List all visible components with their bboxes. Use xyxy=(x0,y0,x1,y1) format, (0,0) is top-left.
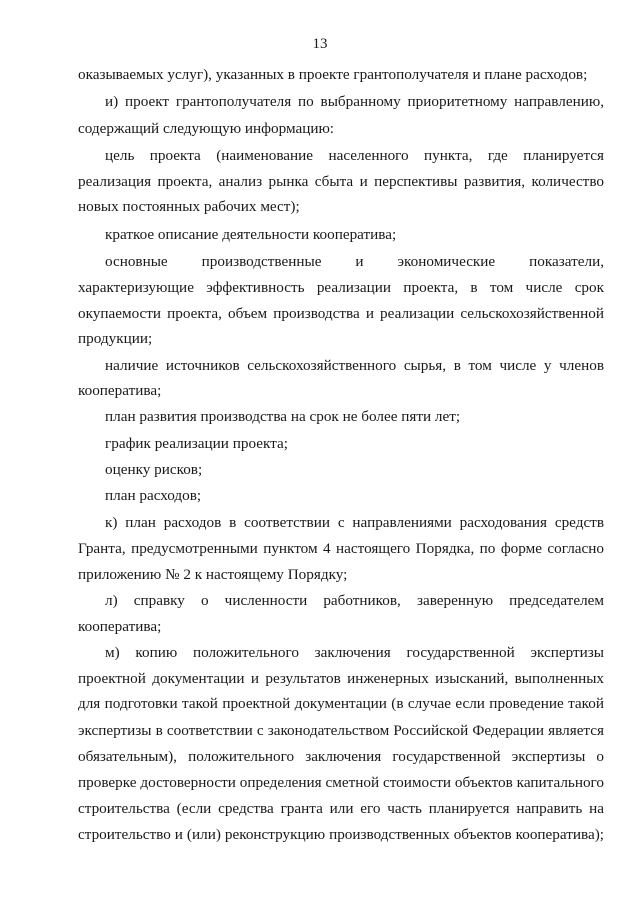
text-line: строительство и (или) реконструкцию производственных объектов кооператива); xyxy=(78,826,604,843)
text-line: новых постоянных рабочих мест); xyxy=(78,198,300,215)
text-line: наличие источников сельскохозяйственного сырья, в том числе у членов xyxy=(105,357,604,374)
text-line: график реализации проекта; xyxy=(105,435,288,452)
text-line: обязательным), положительного заключения государственной экспертизы о xyxy=(78,748,604,765)
text-line: оказываемых услуг), указанных в проекте грантополучателя и плане расходов; xyxy=(78,66,588,83)
text-line: Гранта, предусмотренными пунктом 4 настоящего Порядка, по форме согласно xyxy=(78,540,604,557)
text-line: к) план расходов в соответствии с направлениями расходования средств xyxy=(105,514,604,531)
text-line: план расходов; xyxy=(105,487,202,504)
text-line: основные производственные и экономические показатели, xyxy=(105,253,604,270)
text-line: кооператива; xyxy=(78,382,162,399)
text-line: кооператива; xyxy=(78,618,162,635)
text-line: краткое описание деятельности кооператива; xyxy=(105,226,397,243)
text-line: м) копию положительного заключения государственной экспертизы xyxy=(105,644,604,661)
text-line: проверке достоверности определения сметной стоимости объектов капитального xyxy=(78,774,604,791)
text-line: экспертизы в соответствии с законодательством Российской Федерации является xyxy=(78,722,604,739)
text-line: для подготовки такой проектной документации (в случае если проведение такой xyxy=(78,695,604,712)
text-line: окупаемости проекта, объем производства и реализации сельскохозяйственной xyxy=(78,305,604,322)
text-line: строительства (если средства гранта или его часть планируется направить на xyxy=(78,800,604,817)
text-line: оценку рисков; xyxy=(105,461,203,478)
text-line: реализация проекта, анализ рынка сбыта и перспективы развития, количество xyxy=(78,173,604,190)
text-line: л) справку о численности работников, заверенную председателем xyxy=(105,592,604,609)
text-line: характеризующие эффективность реализации проекта, в том числе срок xyxy=(78,279,604,296)
page-number: 13 xyxy=(312,36,328,52)
text-line: цель проекта (наименование населенного пункта, где планируется xyxy=(105,147,604,164)
text-line: план развития производства на срок не более пяти лет; xyxy=(105,408,461,425)
text-line: и) проект грантополучателя по выбранному приоритетному направлению, xyxy=(105,93,604,110)
text-line: содержащий следующую информацию: xyxy=(78,120,335,137)
text-line: приложению № 2 к настоящему Порядку; xyxy=(78,566,348,583)
text-line: продукции; xyxy=(78,330,153,347)
text-line: проектной документации и результатов инженерных изысканий, выполненных xyxy=(78,670,604,687)
